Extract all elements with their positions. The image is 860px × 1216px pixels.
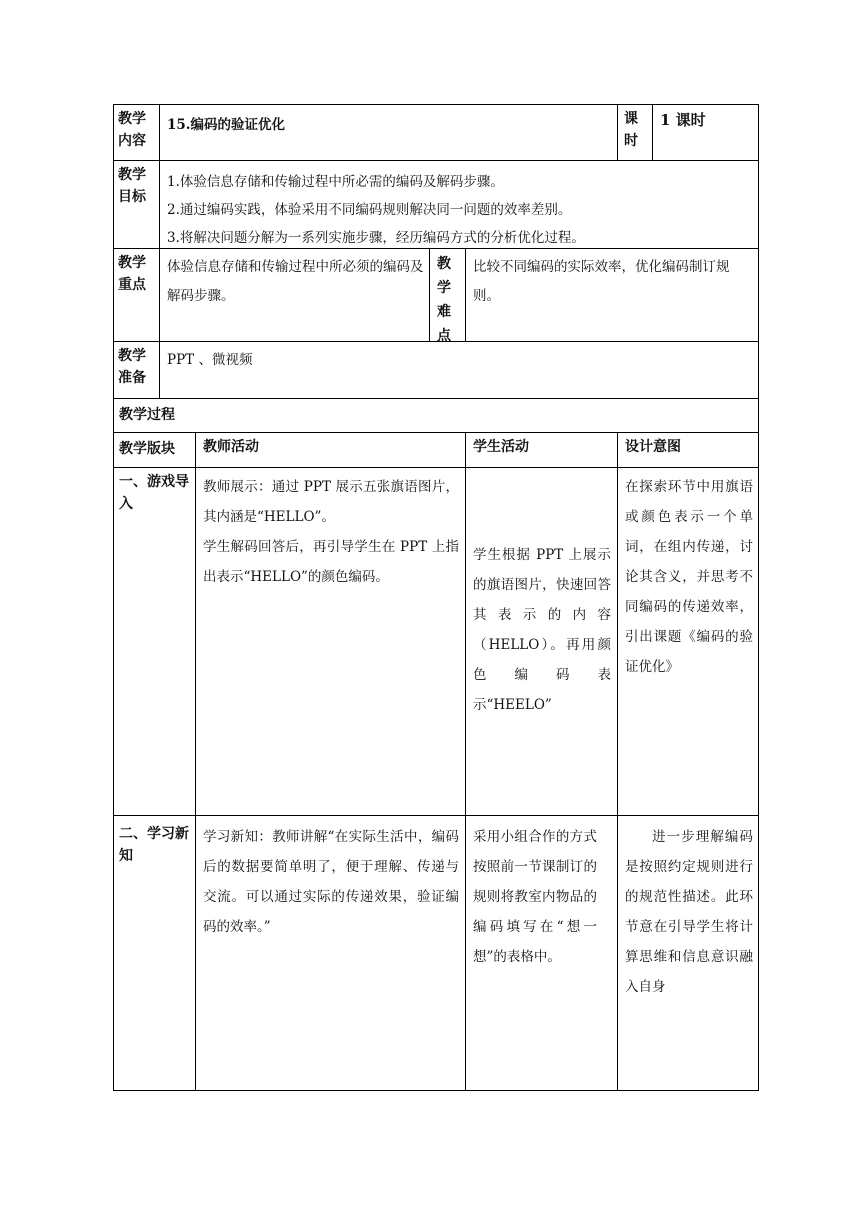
prep-label: 教学准备 <box>118 348 146 386</box>
lesson-value: 1 课时 <box>660 111 706 129</box>
rule <box>195 432 196 1090</box>
difficulty-label: 教学难点 <box>437 256 451 344</box>
header-teacher: 教师活动 <box>203 439 259 455</box>
lesson-label: 课时 <box>624 111 638 149</box>
prep-value: PPT 、微视频 <box>167 352 253 368</box>
rule <box>113 432 759 433</box>
design-intent: 进一步理解编码是按照约定规则进行的规范性描述。此环节意在引导学生将计算思维和信息意识融入自身 <box>625 829 753 995</box>
rule <box>113 1090 759 1091</box>
rule <box>429 248 430 341</box>
rule <box>159 341 160 398</box>
goal-item: 3.将解决问题分解为一系列实施步骤，经历编码方式的分析优化过程。 <box>167 230 585 246</box>
rule <box>652 104 653 160</box>
rule <box>159 248 160 341</box>
rule <box>465 248 466 341</box>
student-activity: 采用小组合作的方式按照前一节课制订的规则将教室内物品的编码填写在“想一想”的表格中。 <box>473 829 597 965</box>
header-intent: 设计意图 <box>625 439 681 455</box>
process-title: 教学过程 <box>119 407 175 423</box>
rule <box>159 160 160 248</box>
student-activity: 学生根据 PPT 上展示的旗语图片，快速回答其表示的内容（HELLO）。再用颜色 编 码 表 示“HEELO” <box>473 547 611 713</box>
content-value: 15.编码的验证优化 <box>167 117 285 133</box>
rule <box>465 432 466 1090</box>
difficulty-text: 比较不同编码的实际效率，优化编码制订规则。 <box>473 259 730 304</box>
key-text: 体验信息存储和传输过程中所必须的编码及解码步骤。 <box>167 259 424 304</box>
rule <box>113 104 114 1090</box>
rule <box>113 398 759 399</box>
teacher-paragraph: 学生解码回答后，再引导学生在 PPT 上指出表示“HELLO”的颜色编码。 <box>203 539 459 585</box>
rule <box>113 815 759 816</box>
goals-label: 教学目标 <box>118 167 146 205</box>
header-student: 学生活动 <box>473 439 529 455</box>
goal-item: 2.通过编码实践，体验采用不同编码规则解决同一问题的效率差别。 <box>167 202 572 218</box>
rule <box>758 104 759 1090</box>
rule <box>113 104 759 105</box>
rule <box>113 160 759 161</box>
section-name: 二、学习新知 <box>119 826 189 864</box>
design-intent: 在探索环节中用旗语或颜色表示一个单词，在组内传递，讨论其含义，并思考不同编码的传递效率，引出课题《编码的验证优化》 <box>625 479 753 675</box>
rule <box>617 432 618 1090</box>
goals-list <box>167 168 752 252</box>
header-section: 教学版块 <box>119 441 175 457</box>
key-label: 教学重点 <box>118 255 146 293</box>
teacher-paragraph: 教师展示：通过 PPT 展示五张旗语图片，其内涵是“HELLO”。 <box>203 479 459 525</box>
teacher-activity <box>203 822 459 942</box>
rule <box>159 104 160 160</box>
teacher-activity <box>203 472 459 592</box>
rule <box>113 467 759 468</box>
rule <box>113 341 759 342</box>
content-label: 教学内容 <box>118 111 146 149</box>
section-name: 一、游戏导入 <box>119 474 189 512</box>
rule <box>617 104 618 160</box>
teacher-paragraph: 学习新知：教师讲解“在实际生活中，编码后的数据要简单明了，便于理解、传递与交流。可以通过实际的传递效果，验证编码的效率。” <box>203 829 459 935</box>
goal-item: 1.体验信息存储和传输过程中所必需的编码及解码步骤。 <box>167 174 504 190</box>
